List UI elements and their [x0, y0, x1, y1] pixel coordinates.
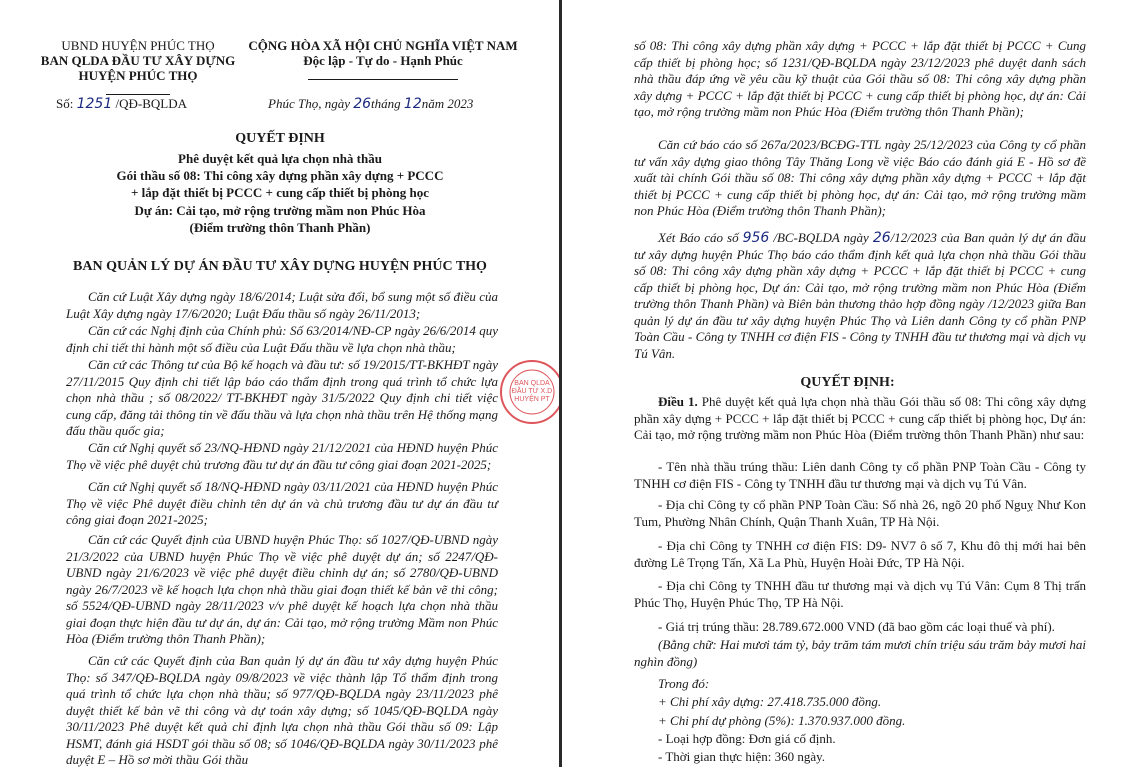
decision-title: QUYẾT ĐỊNH	[235, 131, 325, 146]
basis-paragraph-3: Căn cứ các Thông tư của Bộ kế hoạch và đầu tư: số 19/2015/TT-BKHĐT ngày 27/11/2015 Quy định chi tiết lập báo cáo thẩm định trong quá trình tổ chức lựa chọn nhà thầu ; số 08/2022/ TT-BKHĐT ngày 31/5/2022 Quy định chi tiết việc cung cấp, đăng tải thông tin về đấu thầu và lựa chọn nhà thầu trên Hệ thống mạng đấu thầu quốc gia;	[66, 357, 498, 438]
appraisal-number-handwritten: 956	[742, 230, 770, 246]
execution-time: - Thời gian thực hiện: 360 ngày.	[658, 749, 826, 764]
document-date	[268, 96, 473, 113]
agency-line-1: UBND HUYỆN PHÚC THỌ	[61, 38, 215, 53]
date-month-handwritten: 12	[403, 96, 422, 112]
article-1	[634, 394, 1086, 444]
winning-bidder: - Tên nhà thầu trúng thầu: Liên danh Công ty cổ phần PNP Toàn Cầu - Công ty TNHH cơ điện FIS - Công ty TNHH đầu tư thương mại và dịch vụ Tú Vân.	[634, 459, 1086, 491]
date-mid: tháng	[371, 96, 401, 111]
breakdown-heading: Trong đó:	[658, 676, 710, 691]
date-prefix: Phúc Thọ, ngày	[268, 96, 350, 111]
basis-paragraph-1: Căn cứ Luật Xây dựng ngày 18/6/2014; Luật sửa đổi, bổ sung một số điều của Luật Xây dựng ngày 17/6/2020; Luật Đấu thầu số ngày 26/11/2013;	[66, 289, 498, 321]
agency-line-3: HUYỆN PHÚC THỌ	[78, 68, 198, 83]
document-number	[56, 96, 187, 113]
date-day-handwritten: 26	[353, 96, 372, 112]
address-pnp: - Địa chỉ Công ty cổ phần PNP Toàn Cầu: Số nhà 26, ngõ 20 phố Nguỵ Như Kon Tum, Phường Nhân Chính, Quận Thanh Xuân, TP Hà Nội.	[634, 497, 1086, 529]
motto-underline	[308, 79, 458, 80]
decision-subtitle-3: + lắp đặt thiết bị PCCC + cung cấp thiết bị phòng học	[131, 185, 429, 200]
contract-value: - Giá trị trúng thầu: 28.789.672.000 VND (đã bao gồm các loại thuế và phí).	[658, 619, 1055, 634]
appraisal-text-b: /BC-BQLDA ngày	[773, 230, 869, 245]
decision-subtitle-2: Gói thầu số 08: Thi công xây dựng phần xây dựng + PCCC	[116, 168, 444, 183]
basis-paragraph-2: Căn cứ các Nghị định của Chính phủ: Số 63/2014/NĐ-CP ngày 26/6/2014 quy định chi tiết thi hành một số điều của Luật Đấu thầu về lựa chọn nhà thầu;	[66, 323, 498, 355]
appraisal-report-paragraph	[634, 230, 1086, 362]
doc-number-prefix: Số:	[56, 96, 74, 111]
issuing-authority-heading: BAN QUẢN LÝ DỰ ÁN ĐẦU TƯ XÂY DỰNG HUYỆN PHÚC THỌ	[73, 259, 487, 274]
address-fis: - Địa chỉ Công ty TNHH cơ điện FIS: D9- NV7 ô số 7, Khu đô thị mới hai bên đường Lê Trọng Tấn, Xã La Phù, Huyện Hoài Đức, TP Hà Nội.	[634, 538, 1086, 570]
contract-type: - Loại hợp đồng: Đơn giá cố định.	[658, 731, 836, 746]
decision-subtitle-5: (Điểm trường thôn Thanh Phần)	[189, 220, 371, 235]
doc-number-handwritten: 1251	[76, 96, 113, 112]
cost-construction: + Chi phí xây dựng: 27.418.735.000 đồng.	[658, 694, 882, 709]
address-tu-van: - Địa chỉ Công ty TNHH đầu tư thương mại và dịch vụ Tú Vân: Cụm 8 Thị trấn Phúc Thọ, Huyện Phúc Thọ, TP Hà Nội.	[634, 578, 1086, 610]
agency-line-2: BAN QLDA ĐẦU TƯ XÂY DỰNG	[40, 53, 236, 68]
decision-subtitle-1: Phê duyệt kết quả lựa chọn nhà thầu	[178, 151, 382, 166]
issuing-agency	[38, 38, 238, 98]
appraisal-text-a: Xét Báo cáo số	[658, 230, 739, 245]
basis-paragraph-7: Căn cứ các Quyết định của Ban quản lý dự án đầu tư xây dựng huyện Phúc Thọ: số 347/QĐ-BQLDA ngày 09/8/2023 về việc thành lập Tổ thẩm định trong quá trình tổ chức lựa chọn nhà thầu; số 977/QĐ-BQLDA ngày 23/11/2023 phê duyệt thiết kế bản vẽ thi công và dự toán xây dựng; số 1045/QĐ-BQLDA ngày 30/11/2023 Phê duyệt kết quả chỉ định lựa chọn nhà thầu Gói thầu số 09: Lập HSMT, đánh giá HSDT gói thầu số 08; số 1046/QĐ-BQLDA ngày 30/11/2023 phê duyệt E – Hồ sơ mời thầu Gói thầu	[66, 653, 498, 767]
article-1-text: Phê duyệt kết quả lựa chọn nhà thầu Gói thầu số 08: Thi công xây dựng phần xây dựng + PCCC + lắp đặt thiết bị PCCC + cung cấp thiết bị phòng học, Dự án: Cải tạo, mở rộng trường mầm non Phúc Hòa (Điểm trường thôn Thanh Phần) như sau:	[634, 394, 1087, 442]
appraisal-day-handwritten: 26	[872, 230, 891, 246]
decision-subtitle-4: Dự án: Cải tạo, mở rộng trường mầm non Phúc Hòa	[134, 203, 426, 218]
basis-paragraph-6: Căn cứ các Quyết định của UBND huyện Phúc Thọ: số 1027/QĐ-UBND ngày 21/3/2022 của UBND huyện Phúc Thọ về việc phê duyệt dự án; số 2247/QĐ-UBND ngày 21/6/2023 về việc phê duyệt điều chỉnh dự án; số 2780/QĐ-UBND ngày 26/7/2023 về kế hoạch lựa chọn nhà thầu giai đoạn thiết kế bản vẽ thi công; số 5524/QĐ-UBND ngày 28/11/2023 v/v phê duyệt kế hoạch lựa chọn nhà thầu giai đoạn thực hiện đầu tư dự án, dự án: Cải tạo, mở rộng trường Mầm non Phúc Hòa (Điểm trường thôn Thanh Phần);	[66, 532, 498, 646]
seal-text: BAN QLDA ĐẦU TƯ X.D HUYỆN PT	[511, 380, 553, 403]
date-suffix: năm 2023	[421, 96, 474, 111]
contract-value-words: (Bằng chữ: Hai mươi tám tỷ, bảy trăm tám mươi chín triệu sáu trăm bảy mươi hai nghìn đồng)	[634, 637, 1086, 669]
official-seal	[500, 360, 560, 424]
article-1-label: Điều 1.	[658, 394, 698, 409]
document-page-right	[562, 0, 1133, 767]
basis-paragraph-4: Căn cứ Nghị quyết số 23/NQ-HĐND ngày 21/12/2021 của HĐND huyện Phúc Thọ về việc phê duyệt chủ trương đầu tư dự án đầu tư công giai đoạn 2021-2025;	[66, 440, 498, 472]
basis-continuation: số 08: Thi công xây dựng phần xây dựng + PCCC + lắp đặt thiết bị PCCC + Cung cấp thiết bị phòng học; số 1231/QĐ-BQLDA ngày 23/12/2023 phê duyệt danh sách nhà thầu đáp ứng về yêu cầu kỹ thuật của Gói thầu số 08: Thi công xây dựng phần xây dựng + PCCC + lắp đặt thiết bị PCCC + cung cấp thiết bị phòng học, dự án: Cải tạo, mở rộng trường mầm non Phúc Hòa (Điểm trường thôn Thanh Phần);	[634, 38, 1086, 119]
appraisal-text-c: /12/2023 của Ban quản lý dự án đầu tư xây dựng huyện Phúc Thọ báo cáo thẩm định kết quả lựa chọn nhà thầu Gói thầu số 08: Thi công xây dựng phần xây dựng + PCCC + lắp đặt thiết bị PCCC + cung cấp thiết bị phòng học, Dự án: Cải tạo, mở rộng trường mầm non Phúc Hòa (Điểm trường thôn Thanh Phần) và Biên bản thương thảo hợp đồng ngày /12/2023 giữa Ban quản lý dự án đầu tư xây dựng huyện Phúc Thọ và Liên danh Công ty cổ phần PNP Toàn Cầu - Công ty TNHH cơ điện FIS - Công ty TNHH đầu tư thương mại và dịch vụ Tú Vân.	[634, 230, 1087, 361]
nation-name: CỘNG HÒA XÃ HỘI CHỦ NGHĨA VIỆT NAM	[248, 38, 518, 53]
national-motto	[240, 38, 526, 83]
doc-number-suffix: /QĐ-BQLDA	[115, 96, 187, 111]
cost-contingency: + Chi phí dự phòng (5%): 1.370.937.000 đồng.	[658, 713, 906, 728]
agency-underline	[106, 94, 170, 95]
document-page-left	[0, 0, 560, 767]
motto-text: Độc lập - Tự do - Hạnh Phúc	[303, 53, 463, 68]
basis-report-paragraph: Căn cứ báo cáo số 267a/2023/BCĐG-TTL ngày 25/12/2023 của Công ty cổ phần tư vấn xây dựng giao thông Tây Thăng Long về việc Báo cáo đánh giá E - Hồ sơ đề xuất tài chính Gói thầu số 08: Thi công xây dựng phần xây dựng + PCCC + lắp đặt thiết bị PCCC + cung cấp thiết bị phòng học, dự án: Cải tạo, mở rộng trường mầm non Phúc Hòa (Điểm trường thôn Thanh Phần);	[634, 137, 1086, 218]
decision-heading: QUYẾT ĐỊNH:	[800, 375, 895, 390]
basis-paragraph-5: Căn cứ Nghị quyết số 18/NQ-HĐND ngày 03/11/2021 của HĐND huyện Phúc Thọ về việc Phê duyệt điều chỉnh tên dự án và chủ trương đầu tư dự án đầu tư công giai đoạn 2021-2025;	[66, 479, 498, 527]
